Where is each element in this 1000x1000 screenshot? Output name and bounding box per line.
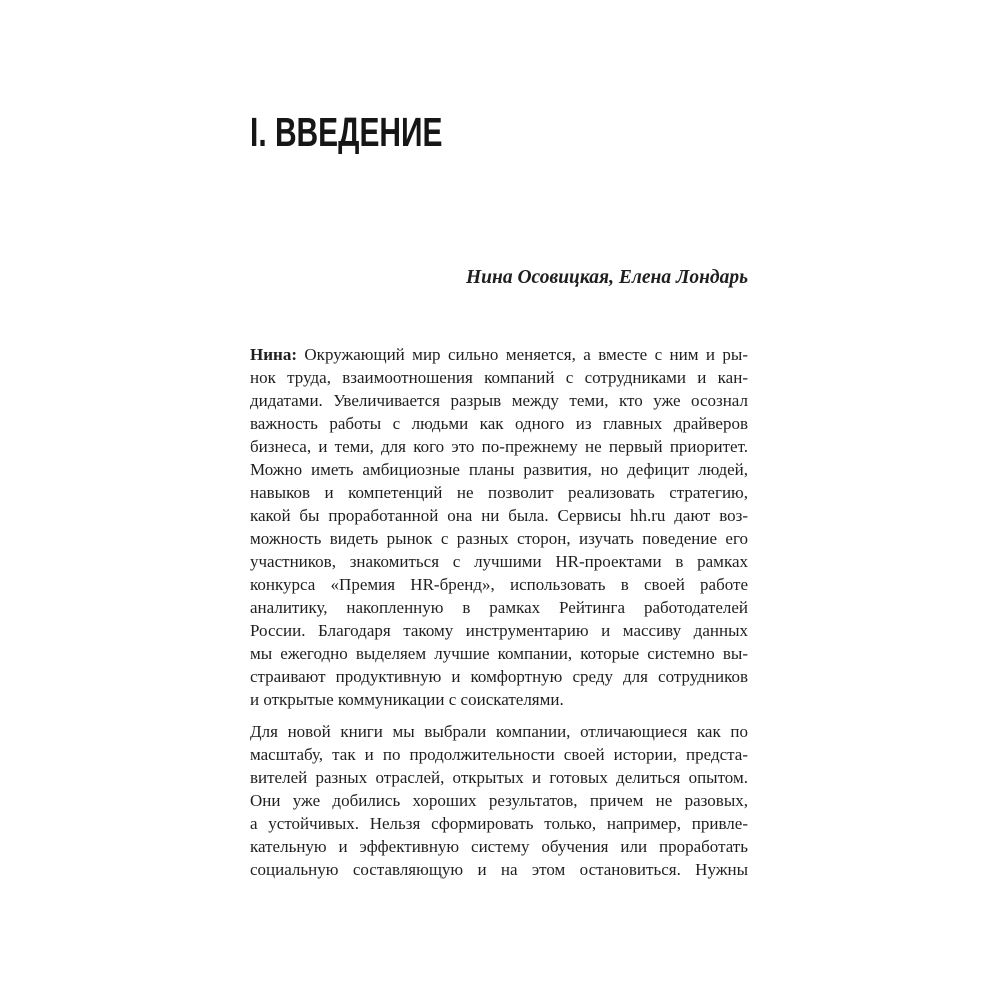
text-line: нок труда, взаимоотношения компаний с сотрудниками и кан- [250,368,748,387]
text-line: важность работы с людьми как одного из главных драйверов [250,414,748,433]
text-line: дидатами. Увеличивается разрыв между теми, кто уже осознал [250,391,748,410]
text-line: масштабу, так и по продолжительности своей истории, предста- [250,745,748,764]
text-line: кательную и эффективную систему обучения или проработать [250,837,748,856]
text-line-rest: Окружающий мир сильно меняется, а вместе с ним и ры- [304,345,749,364]
speaker-label: Нина: [250,345,297,364]
text-line-first [250,343,748,366]
paragraph-1-lines [250,366,748,711]
text-line: аналитику, накопленную в рамках Рейтинга работодателей [250,598,748,617]
text-line: Для новой книги мы выбрали компании, отличающиеся как по [250,722,748,741]
text-line: участников, знакомиться с лучшими HR-проектами в рамках [250,552,748,571]
text-line: и открытые коммуникации с соискателями. [250,690,564,709]
paragraph-2-lines [250,720,748,881]
authors-line: Нина Осовицкая, Елена Лондарь [466,267,748,288]
text-line: Можно иметь амбициозные планы развития, но дефицит людей, [250,460,748,479]
text-line: бизнеса, и теми, для кого это по-прежнему не первый приоритет. [250,437,748,456]
text-line: какой бы проработанной она ни была. Сервисы hh.ru дают воз- [250,506,748,525]
body-text [250,343,748,881]
chapter-heading: I. ВВЕДЕНИЕ [250,109,443,155]
text-line: конкурса «Премия HR-бренд», использовать в своей работе [250,575,748,594]
text-line: России. Благодаря такому инструментарию и массиву данных [250,621,748,640]
text-line: вителей разных отраслей, открытых и готовых делиться опытом. [250,768,748,787]
text-line: мы ежегодно выделяем лучшие компании, которые системно вы- [250,644,748,663]
text-line: страивают продуктивную и комфортную среду для сотрудников [250,667,748,686]
text-line: навыков и компетенций не позволит реализовать стратегию, [250,483,748,502]
text-line: а устойчивых. Нельзя сформировать только, например, привле- [250,814,748,833]
paragraph-2 [250,720,748,881]
text-line: можность видеть рынок с разных сторон, изучать поведение его [250,529,748,548]
paragraph-1 [250,343,748,711]
text-line: Они уже добились хороших результатов, причем не разовых, [250,791,748,810]
text-line: социальную составляющую и на этом остановиться. Нужны [250,860,748,879]
